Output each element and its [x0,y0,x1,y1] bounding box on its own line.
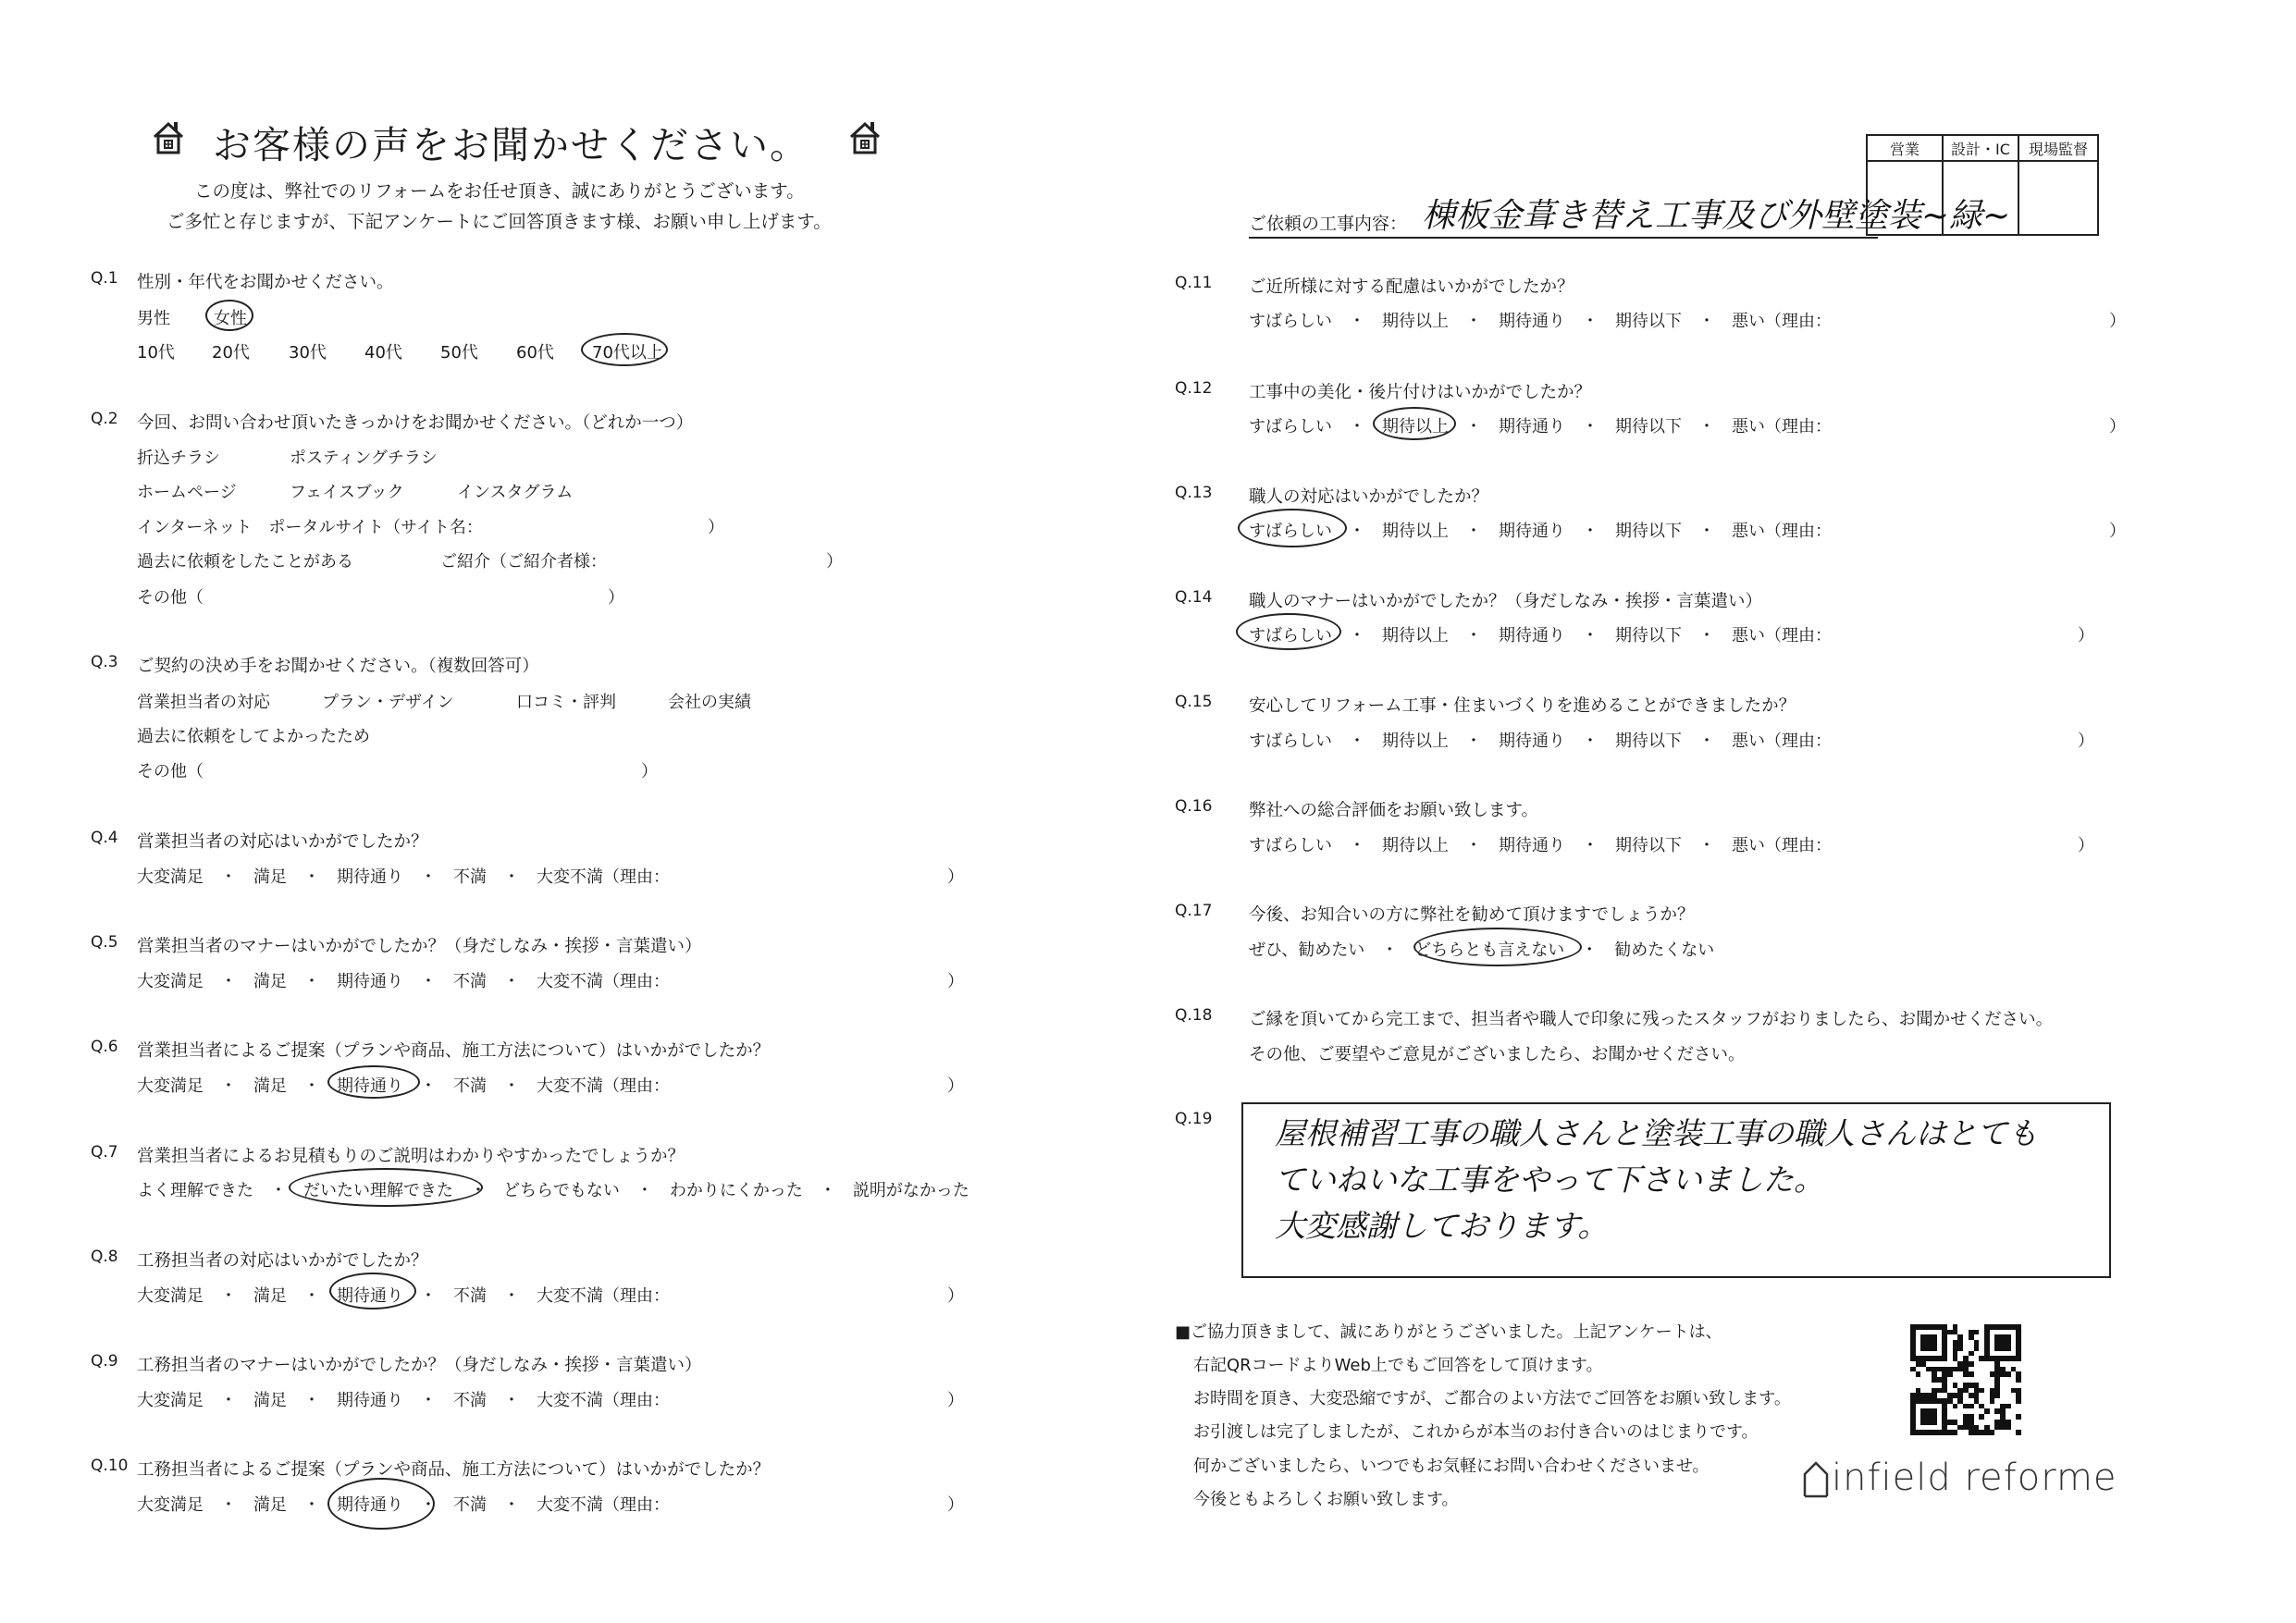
q3-option-repeat[interactable]: 過去に依頼をしてよかったため [137,727,370,746]
q1-age-answer-circle [581,333,668,366]
q3-option-record[interactable]: 会社の実績 [668,693,751,712]
q1-age-40[interactable]: 40代 [364,343,402,363]
q19-answer-line-1: 屋根補習工事の職人さんと塗装工事の職人さんはとても [1275,1115,2038,1151]
q7-options[interactable]: よく理解できた ・ だいたい理解できた ・ どちらでもない ・ わかりにくかった ・ 説明がなかった [137,1181,969,1200]
q2-portal-close: ） [708,518,724,537]
q11-options[interactable]: すばらしい ・ 期待以上 ・ 期待通り ・ 期待以下 ・ 悪い（理由： [1249,312,1832,331]
q14-text: 職人のマナーはいかがでしたか？（身だしなみ・挨拶・言葉遣い） [1249,592,1763,611]
house-icon-right [849,118,881,155]
q1-age-60[interactable]: 60代 [516,343,554,363]
footer-line-5: 何かございましたら、いつでもお気軽にお問い合わせくださいませ。 [1193,1457,1710,1476]
footer-line-3: お時間を頂き、大変恐縮ですが、ご都合のよい方法でご回答をお願い致します。 [1193,1389,1791,1408]
q16-close: ） [2078,836,2094,855]
work-label: ご依頼の工事内容： [1249,214,1408,234]
q16-number: Q.16 [1175,797,1213,816]
q3-number: Q.3 [91,653,118,671]
q6-text: 営業担当者によるご提案（プランや商品、施工方法について）はいかがでしたか？ [137,1041,771,1061]
q1-gender-female[interactable]: 女性 [214,309,247,328]
q10-text: 工務担当者によるご提案（プランや商品、施工方法について）はいかがでしたか？ [137,1460,771,1480]
house-icon-left [153,118,184,155]
q8-number: Q.8 [91,1248,118,1266]
q2-text: 今回、お問い合わせ頂いたきっかけをお聞かせください。（どれか一つ） [137,413,694,433]
intro-line-2: ご多忙と存じますが、下記アンケートにご回答頂きます様、お願い申し上げます。 [167,211,832,232]
q4-options[interactable]: 大変満足 ・ 満足 ・ 期待通り ・ 不満 ・ 大変不満（理由： [137,867,670,887]
q17-number: Q.17 [1175,902,1213,920]
work-value: 棟板金葺き替え工事及び外壁塗装~緑~ [1422,197,2011,235]
company-logo: infield reforme [1832,1457,2117,1499]
q1-age-20[interactable]: 20代 [212,343,250,363]
q10-close: ） [947,1495,964,1515]
q13-number: Q.13 [1175,484,1213,502]
q6-close: ） [947,1076,964,1096]
q11-text: ご近所様に対する配慮はいかがでしたか？ [1249,277,1574,297]
q15-close: ） [2078,732,2094,751]
q19-answer-line-3: 大変感謝しております。 [1275,1208,1609,1244]
q3-other-close: ） [641,762,658,781]
q16-options[interactable]: すばらしい ・ 期待以上 ・ 期待通り ・ 期待以下 ・ 悪い（理由： [1249,836,1832,855]
q7-number: Q.7 [91,1143,118,1162]
q3-option-plan[interactable]: プラン・デザイン [322,693,454,712]
q9-text: 工務担当者のマナーはいかがでしたか？（身だしなみ・挨拶・言葉遣い） [137,1356,702,1375]
q12-text: 工事中の美化・後片付けはいかがでしたか？ [1249,383,1592,402]
q19-answer-line-2: ていねいな工事をやって下さいました。 [1275,1162,1824,1198]
q3-option-reviews[interactable]: 口コミ・評判 [516,693,616,712]
q9-close: ） [947,1391,964,1410]
q1-age-50[interactable]: 50代 [440,343,478,363]
q2-option-portal[interactable]: インターネット ポータルサイト（サイト名： [137,518,483,537]
work-underline [1249,237,1878,239]
q12-close: ） [2109,417,2126,436]
stamp-cell-supervisor [2018,161,2098,235]
q12-number: Q.12 [1175,379,1213,398]
q9-number: Q.9 [91,1352,118,1371]
q2-option-posting[interactable]: ポスティングチラシ [290,449,438,468]
q4-close: ） [947,867,964,887]
q17-answer-circle [1413,928,1582,966]
q2-option-referral[interactable]: ご紹介（ご紹介者様： [440,552,607,572]
q16-text: 弊社への総合評価をお願い致します。 [1249,801,1539,820]
q2-referral-close: ） [826,552,843,572]
q17-options[interactable]: ぜひ、勧めたい ・ どちらとも言えない ・ 勧めたくない [1249,941,1715,960]
q1-age-30[interactable]: 30代 [289,343,327,363]
q14-close: ） [2078,626,2094,646]
q2-option-other[interactable]: その他（ [137,588,204,608]
footer-line-4: お引渡しは完了しましたが、これからが本当のお付き合いのはじまりです。 [1193,1422,1759,1442]
q5-options[interactable]: 大変満足 ・ 満足 ・ 期待通り ・ 不満 ・ 大変不満（理由： [137,972,670,991]
q8-options[interactable]: 大変満足 ・ 満足 ・ 期待通り ・ 不満 ・ 大変不満（理由： [137,1286,670,1306]
footer-line-6: 今後ともよろしくお願い致します。 [1193,1490,1459,1509]
q4-text: 営業担当者の対応はいかがでしたか？ [137,832,428,852]
q7-text: 営業担当者によるお見積もりのご説明はわかりやすかったでしょうか？ [137,1147,685,1166]
q4-number: Q.4 [91,829,118,847]
q15-text: 安心してリフォーム工事・住まいづくりを進めることができましたか？ [1249,696,1796,716]
q2-option-homepage[interactable]: ホームページ [137,483,237,502]
q12-options[interactable]: すばらしい ・ 期待以上 ・ 期待通り ・ 期待以下 ・ 悪い（理由： [1249,417,1832,436]
stamp-header-sales: 営業 [1867,135,1943,161]
q2-option-repeat[interactable]: 過去に依頼をしたことがある [137,552,353,572]
q10-answer-circle [327,1478,435,1530]
q14-number: Q.14 [1175,588,1213,607]
q3-option-other[interactable]: その他（ [137,762,204,781]
q9-options[interactable]: 大変満足 ・ 満足 ・ 期待通り ・ 不満 ・ 大変不満（理由： [137,1391,670,1410]
q5-text: 営業担当者のマナーはいかがでしたか？（身だしなみ・挨拶・言葉遣い） [137,937,702,956]
q14-answer-circle [1236,613,1341,650]
q18-text-2: その他、ご要望やご意見がございましたら、お聞かせください。 [1249,1045,1746,1064]
q8-close: ） [947,1286,964,1306]
q12-answer-circle [1373,407,1456,440]
q5-close: ） [947,972,964,991]
q2-other-close: ） [608,588,624,608]
q10-number: Q.10 [91,1457,129,1475]
q14-options[interactable]: すばらしい ・ 期待以上 ・ 期待通り ・ 期待以下 ・ 悪い（理由： [1249,626,1832,646]
q13-text: 職人の対応はいかがでしたか？ [1249,487,1489,507]
q1-text: 性別・年代をお聞かせください。 [137,273,394,292]
intro-line-1: この度は、弊社でのリフォームをお任せ頂き、誠にありがとうございます。 [194,180,805,202]
q7-answer-circle [289,1168,483,1207]
q3-option-sales[interactable]: 営業担当者の対応 [137,693,270,712]
q13-options[interactable]: すばらしい ・ 期待以上 ・ 期待通り ・ 期待以下 ・ 悪い（理由： [1249,522,1832,541]
q18-number: Q.18 [1175,1006,1213,1025]
q6-options[interactable]: 大変満足 ・ 満足 ・ 期待通り ・ 不満 ・ 大変不満（理由： [137,1076,670,1096]
q2-number: Q.2 [91,410,118,428]
q1-gender-male[interactable]: 男性 [137,309,170,328]
q8-answer-circle [329,1273,416,1309]
qr-code-icon[interactable] [1910,1324,2021,1435]
q13-answer-circle [1238,509,1347,547]
q13-close: ） [2109,522,2126,541]
q2-option-facebook[interactable]: フェイスブック [290,483,404,502]
q10-options[interactable]: 大変満足 ・ 満足 ・ 期待通り ・ 不満 ・ 大変不満（理由： [137,1495,670,1515]
q17-text: 今後、お知合いの方に弊社を勧めて頂けますでしょうか？ [1249,905,1695,925]
q5-number: Q.5 [91,933,118,952]
q1-number: Q.1 [91,269,118,288]
stamp-header-supervisor: 現場監督 [2018,135,2098,161]
q8-text: 工務担当者の対応はいかがでしたか？ [137,1251,428,1271]
q1-gender-answer-circle [205,300,253,331]
q2-option-flyer[interactable]: 折込チラシ [137,449,220,468]
q15-options[interactable]: すばらしい ・ 期待以上 ・ 期待通り ・ 期待以下 ・ 悪い（理由： [1249,732,1832,751]
q11-close: ） [2109,312,2126,331]
stamp-header-design: 設計・IC [1943,135,2018,161]
q15-number: Q.15 [1175,693,1213,711]
q2-option-instagram[interactable]: インスタグラム [457,483,574,502]
q6-number: Q.6 [91,1038,118,1056]
q11-number: Q.11 [1175,274,1213,292]
page-title: お客様の声をお聞かせください。 [213,123,809,167]
footer-line-1: ■ご協力頂きまして、誠にありがとうございました。上記アンケートは、 [1175,1322,1722,1342]
q3-text: ご契約の決め手をお聞かせください。（複数回答可） [137,657,539,676]
house-logo-icon [1802,1459,1830,1498]
q18-text: ご縁を頂いてから完工まで、担当者や職人で印象に残ったスタッフがおりましたら、お聞かせください。 [1249,1010,2054,1029]
q1-age-10[interactable]: 10代 [137,343,175,363]
q19-number: Q.19 [1175,1110,1213,1128]
q6-answer-circle [327,1065,420,1099]
q1-age-70-plus[interactable]: 70代以上 [592,343,663,363]
footer-line-2: 右記QRコードよりWeb上でもご回答をして頂けます。 [1193,1356,1603,1375]
